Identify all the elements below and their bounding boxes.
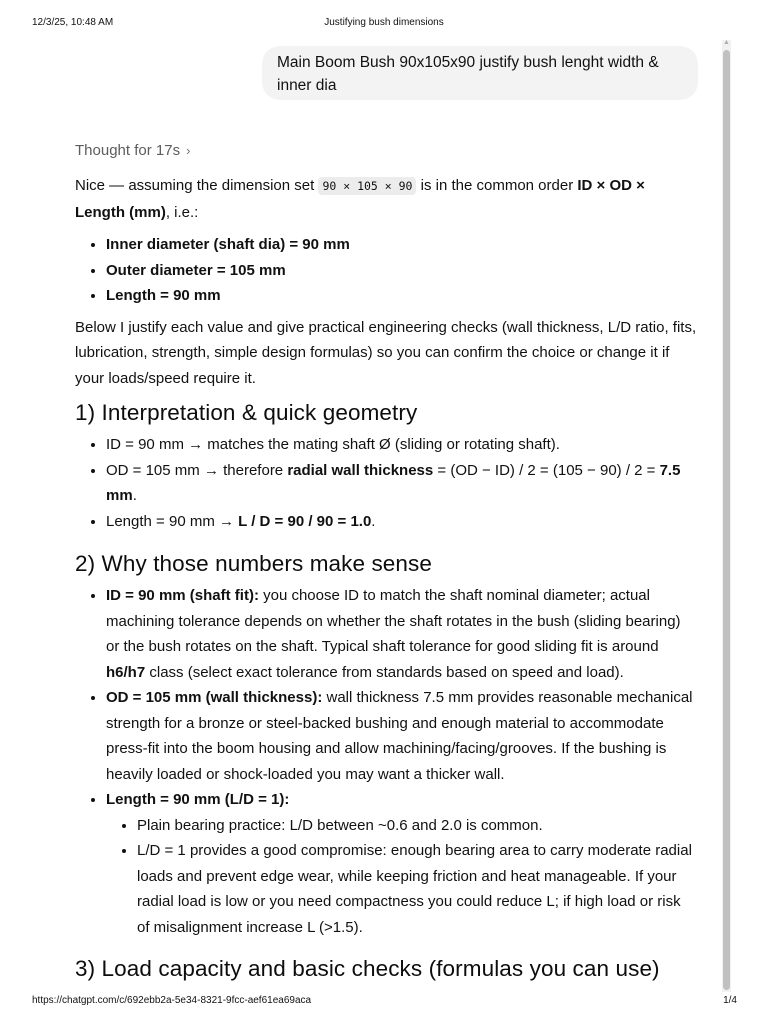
- user-message-bubble: [262, 46, 698, 100]
- section-heading-1: 1) Interpretation & quick geometry: [75, 400, 418, 425]
- list-item: • ID = 90 mm (shaft fit): you choose ID to match the shaft nominal diameter; actual machining tolerance depends on whether the shaft rotates in the bush (sliding bearing) or the bush rotates on the shaft. Typical shaft tolerance for good sliding fit is around h6/h7 class (select exact tolerance from standards based on speed and load).: [106, 583, 697, 685]
- list-item: • ID = 90 mm → matches the mating shaft Ø (sliding or rotating shaft).: [106, 432, 697, 458]
- list-item: • OD = 105 mm → therefore radial wall thickness = (OD − ID) / 2 = (105 − 90) / 2 = 7.5 mm.: [106, 458, 697, 509]
- page-number: 1/4: [723, 995, 737, 1006]
- thought-label: Thought for 17s: [75, 142, 181, 159]
- print-footer: [0, 995, 768, 1009]
- list-item: • Length = 90 mm → L / D = 90 / 90 = 1.0.: [106, 509, 697, 535]
- list-item: • Length = 90 mm: [106, 283, 697, 309]
- list-item: • Outer diameter = 105 mm: [106, 258, 697, 284]
- list-item: • Inner diameter (shaft dia) = 90 mm: [106, 232, 697, 258]
- assistant-response: [75, 138, 697, 988]
- scroll-up-arrow-icon[interactable]: ▲: [723, 39, 730, 46]
- print-header: [0, 17, 768, 31]
- justify-paragraph: Below I justify each value and give practical engineering checks (wall thickness, L/D ratio, fits, lubrication, strength, simple design formulas) so you can confirm the choice or change it if your loads/speed require it.: [75, 318, 697, 387]
- print-datetime: 12/3/25, 10:48 AM: [32, 17, 114, 28]
- user-message-text: Main Boom Bush 90x105x90 justify bush lenght width & inner dia: [277, 54, 659, 94]
- length-sublist: [106, 813, 697, 941]
- intro-paragraph: Nice — assuming the dimension set 90 × 105 × 90 is in the common order ID × OD × Length (mm), i.e.:: [75, 177, 645, 221]
- chevron-right-icon: ›: [186, 143, 191, 158]
- justification-list: [75, 583, 697, 940]
- list-item: • Plain bearing practice: L/D between ~0.6 and 2.0 is common.: [137, 813, 697, 839]
- section-heading-3: 3) Load capacity and basic checks (formulas you can use): [75, 956, 660, 981]
- geometry-list: [75, 432, 697, 534]
- list-item: • Length = 90 mm (L/D = 1): • Plain bearing practice: L/D between ~0.6 and 2.0 is common. • L/D = 1 provides a good compromise: enough bearing area to carry moderate radial loads and prevent edge wear, while keeping friction and heat manageable. If your radial load is low or you need compactness you could reduce L; if high load or risk of misalignment increase L (>1.5).: [106, 787, 697, 940]
- list-item: • L/D = 1 provides a good compromise: enough bearing area to carry moderate radial loads and prevent edge wear, while keeping friction and heat manageable. If your radial load is low or you need compactness you could reduce L; if high load or risk of misalignment increase L (>1.5).: [137, 838, 697, 940]
- print-url: https://chatgpt.com/c/692ebb2a-5e34-8321-9fcc-aef61ea69aca: [32, 995, 312, 1006]
- dimension-list: [75, 232, 697, 309]
- list-item: • OD = 105 mm (wall thickness): wall thickness 7.5 mm provides reasonable mechanical strength for a bronze or steel-backed bushing and enough material to accommodate press-fit into the boom housing and allow machining/facing/grooves. If the bushing is heavily loaded or shock-loaded you may want a thicker wall.: [106, 685, 697, 787]
- section-heading-2: 2) Why those numbers make sense: [75, 551, 433, 576]
- thought-toggle[interactable]: [75, 138, 697, 163]
- print-title: Justifying bush dimensions: [324, 17, 444, 28]
- scrollbar-thumb[interactable]: [723, 50, 730, 990]
- dimension-code: 90 × 105 × 90: [318, 177, 416, 195]
